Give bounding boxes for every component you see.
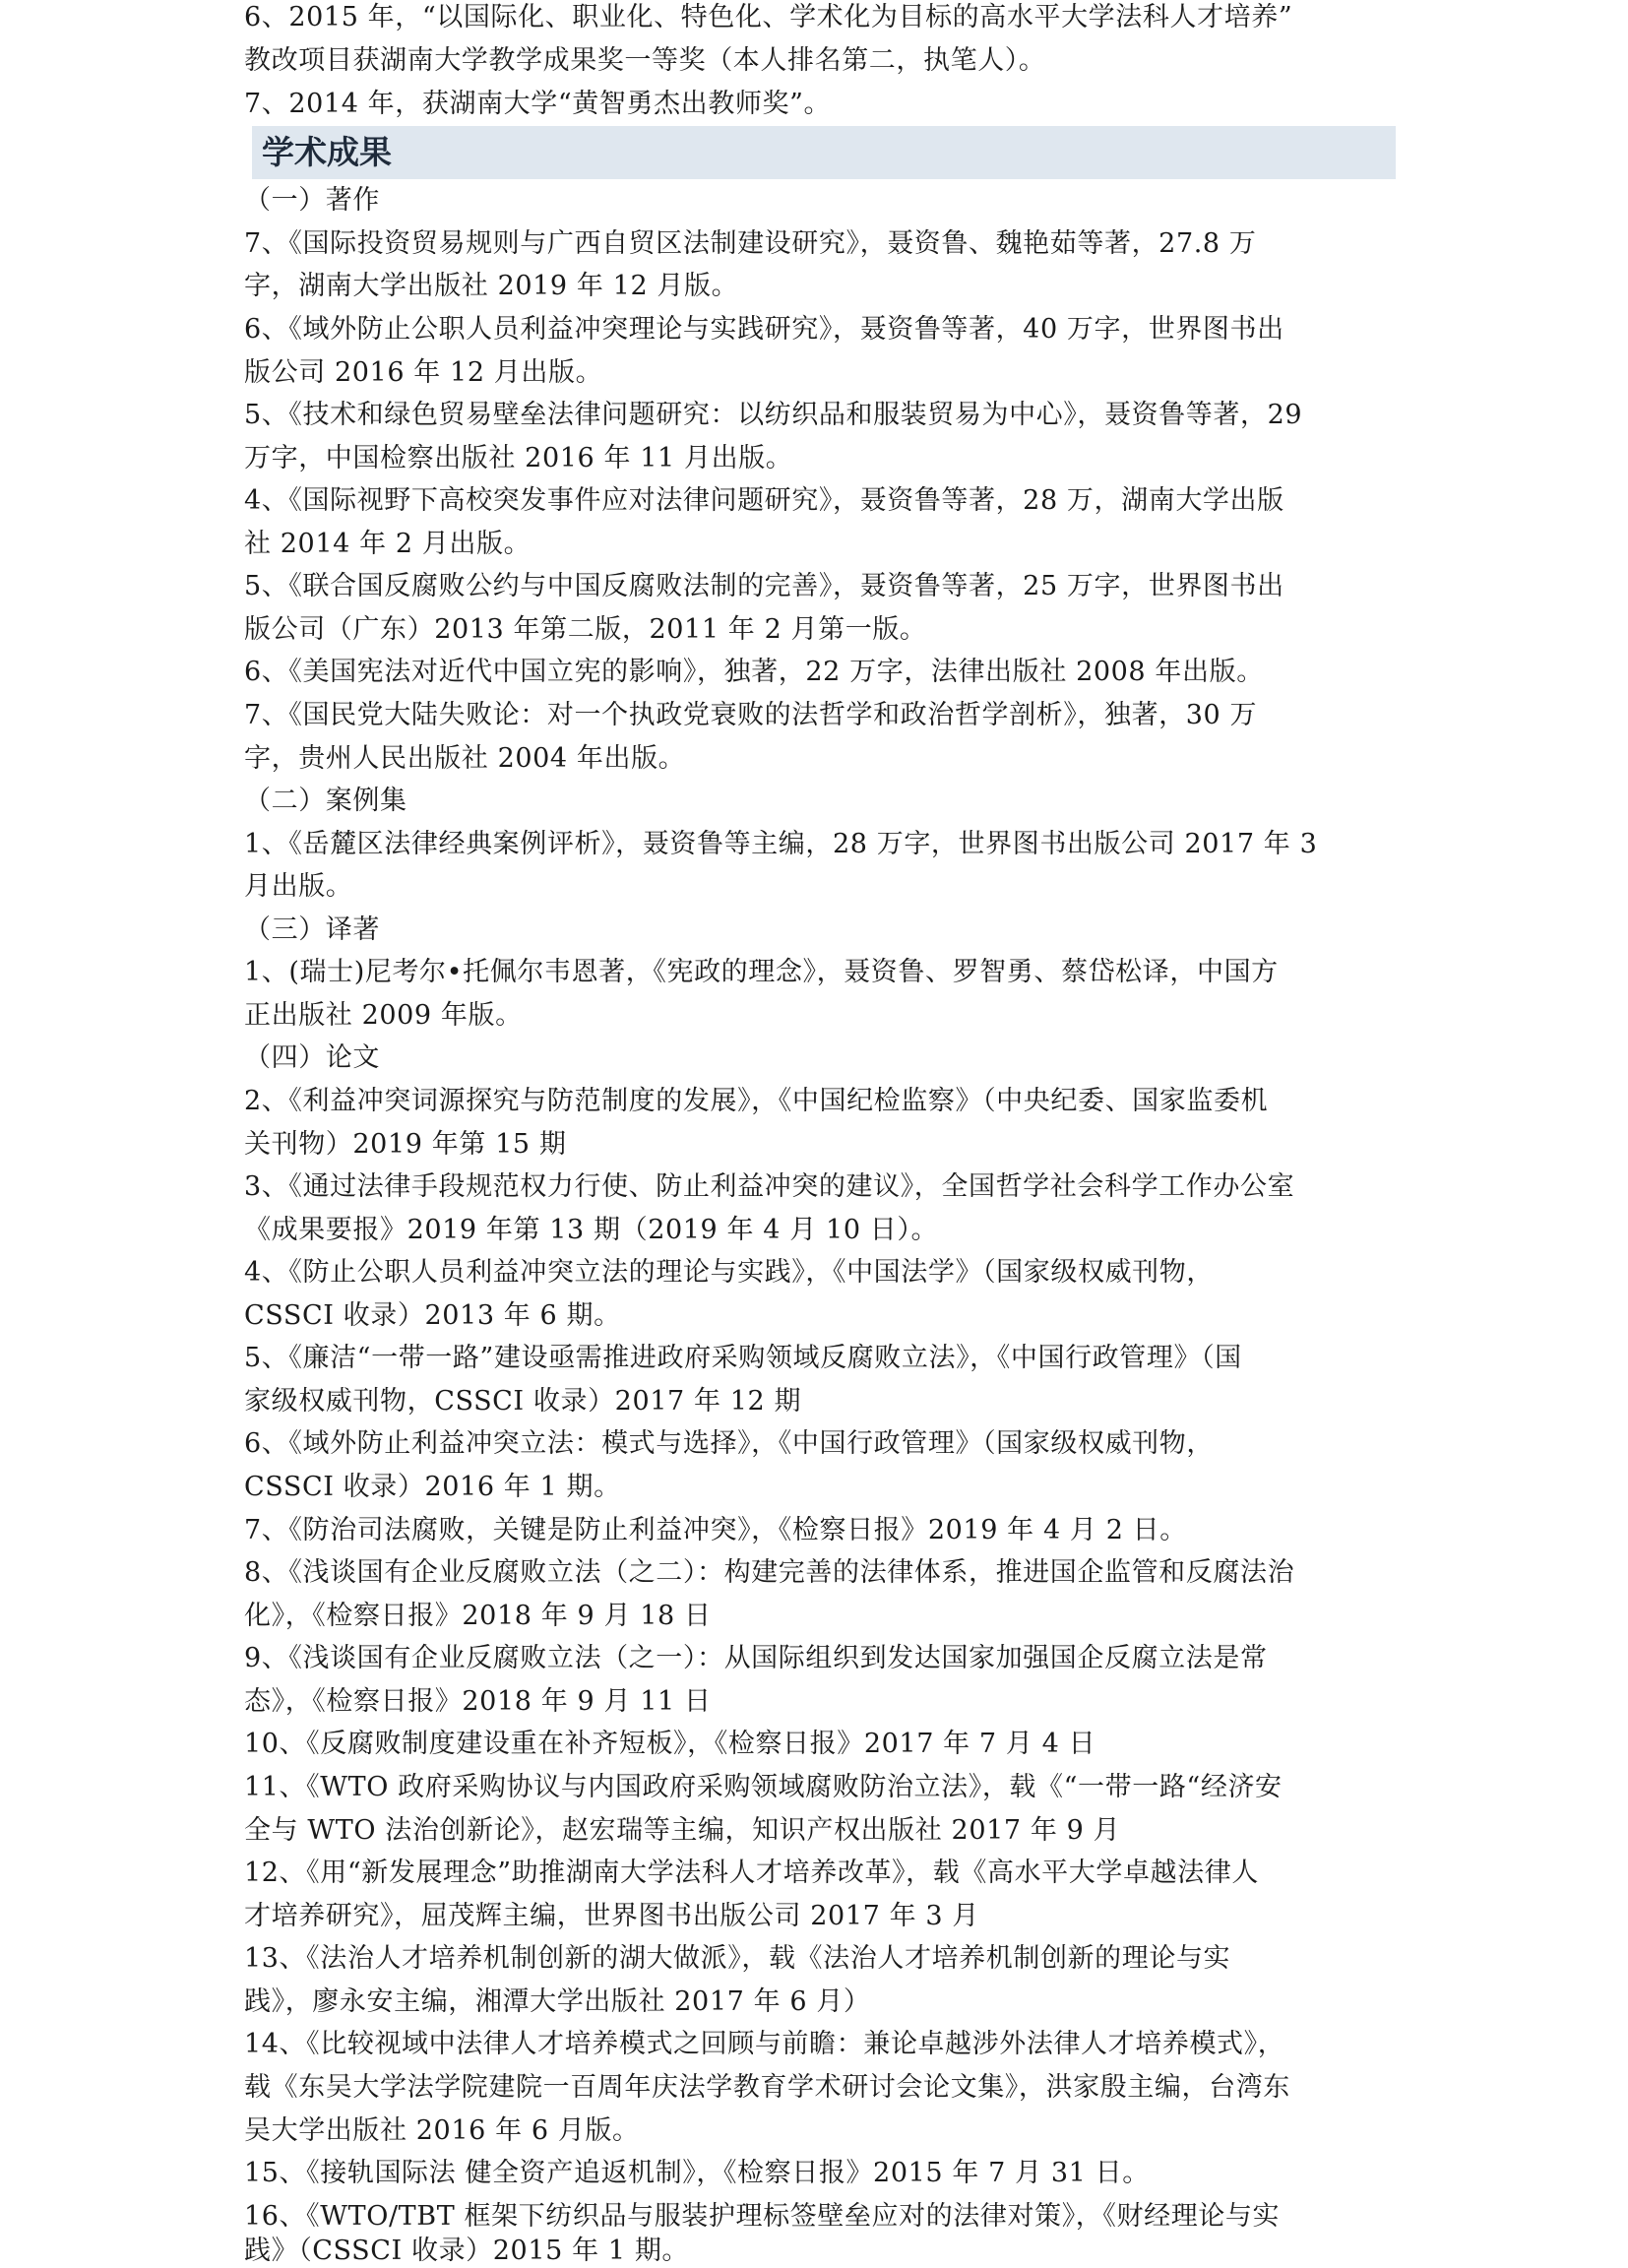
body-line: 家级权威刊物，CSSCI 收录）2017 年 12 期: [244, 1386, 802, 1417]
body-line: 10、《反腐败制度建设重在补齐短板》，《检察日报》2017 年 7 月 4 日: [244, 1729, 1096, 1759]
body-line: 4、《国际视野下高校突发事件应对法律问题研究》，聂资鲁等著，28 万，湖南大学出版: [244, 485, 1284, 516]
subsection-heading-works: （一）著作: [244, 185, 380, 216]
body-line: 月出版。: [244, 871, 353, 902]
body-line: CSSCI 收录）2013 年 6 期。: [244, 1300, 621, 1331]
body-line: 9、《浅谈国有企业反腐败立法（之一）：从国际组织到发达国家加强国企反腐立法是常: [244, 1643, 1268, 1673]
body-line: 才培养研究》，屈茂辉主编，世界图书出版公司 2017 年 3 月: [244, 1901, 979, 1931]
body-line: 1、《岳麓区法律经典案例评析》，聂资鲁等主编，28 万字，世界图书出版公司 2017 年 3: [244, 829, 1318, 859]
body-line: 15、《接轨国际法 健全资产追返机制》，《检察日报》2015 年 7 月 31 日。: [244, 2158, 1150, 2188]
body-line: 版公司 2016 年 12 月出版。: [244, 357, 603, 388]
subsection-heading-papers: （四）论文: [244, 1042, 380, 1073]
body-line: 5、《技术和绿色贸易壁垒法律问题研究：以纺织品和服装贸易为中心》，聂资鲁等著，29: [244, 400, 1303, 430]
body-line: 16、《WTO/TBT 框架下纺织品与服装护理标签壁垒应对的法律对策》，《财经理论与实: [244, 2201, 1281, 2232]
body-line: 践》，廖永安主编，湘潭大学出版社 2017 年 6 月）: [244, 1986, 871, 2017]
body-line: 5、《联合国反腐败公约与中国反腐败法制的完善》，聂资鲁等著，25 万字，世界图书出: [244, 571, 1284, 601]
subsection-heading-translations: （三）译著: [244, 914, 380, 945]
body-line: 态》，《检察日报》2018 年 9 月 11 日: [244, 1686, 712, 1717]
body-line: 万字，中国检察出版社 2016 年 11 月出版。: [244, 443, 793, 473]
body-line: 11、《WTO 政府采购协议与内国政府采购领域腐败防治立法》，载《“一带一路“经济安: [244, 1772, 1283, 1802]
body-line: 7、《防治司法腐败，关键是防止利益冲突》，《检察日报》2019 年 4 月 2 日。: [244, 1515, 1187, 1545]
body-line: 正出版社 2009 年版。: [244, 1000, 523, 1031]
body-line: 6、《域外防止公职人员利益冲突理论与实践研究》，聂资鲁等著，40 万字，世界图书出: [244, 314, 1284, 345]
body-line: 12、《用“新发展理念”助推湖南大学法科人才培养改革》，载《高水平大学卓越法律人: [244, 1858, 1259, 1888]
body-line: 1、(瑞士)尼考尔•托佩尔韦恩著，《宪政的理念》，聂资鲁、罗智勇、蔡岱松译，中国方: [244, 957, 1279, 987]
body-line: 2、《利益冲突词源探究与防范制度的发展》，《中国纪检监察》（中央纪委、国家监委机: [244, 1086, 1269, 1116]
body-line: 5、《廉洁“一带一路”建设亟需推进政府采购领域反腐败立法》，《中国行政管理》（国: [244, 1343, 1242, 1373]
body-line: 6、《美国宪法对近代中国立宪的影响》，独著，22 万字，法律出版社 2008 年出版。: [244, 657, 1264, 687]
body-line: CSSCI 收录）2016 年 1 期。: [244, 1472, 621, 1502]
section-title: 学术成果: [262, 133, 392, 171]
body-line: 社 2014 年 2 月出版。: [244, 529, 532, 559]
body-line: 3、《通过法律手段规范权力行使、防止利益冲突的建议》，全国哲学社会科学工作办公室: [244, 1171, 1295, 1202]
award-line-3: 7、2014 年，获湖南大学“黄智勇杰出教师奖”。: [244, 89, 832, 119]
award-line-2: 教改项目获湖南大学教学成果奖一等奖（本人排名第二，执笔人）。: [244, 45, 1046, 76]
body-line: 全与 WTO 法治创新论》，赵宏瑞等主编，知识产权出版社 2017 年 9 月: [244, 1815, 1121, 1846]
body-line: 7、《国民党大陆失败论：对一个执政党衰败的法哲学和政治哲学剖析》，独著，30 万: [244, 700, 1258, 730]
body-line: 7、《国际投资贸易规则与广西自贸区法制建设研究》，聂资鲁、魏艳茹等著，27.8 万: [244, 228, 1257, 259]
body-line: 14、《比较视域中法律人才培养模式之回顾与前瞻：兼论卓越涉外法律人才培养模式》，: [244, 2029, 1285, 2059]
body-line: 践》（CSSCI 收录）2015 年 1 期。: [244, 2236, 690, 2266]
subsection-heading-cases: （二）案例集: [244, 786, 407, 816]
body-line: 《成果要报》2019 年第 13 期（2019 年 4 月 10 日）。: [244, 1215, 939, 1245]
body-line: 13、《法治人才培养机制创新的湖大做派》，载《法治人才培养机制创新的理论与实: [244, 1943, 1231, 1974]
body-line: 4、《防止公职人员利益冲突立法的理论与实践》，《中国法学》（国家级权威刊物，: [244, 1257, 1214, 1288]
body-line: 关刊物）2019 年第 15 期: [244, 1129, 567, 1160]
body-line: 载《东吴大学法学院建院一百周年庆法学教育学术研讨会论文集》，洪家殷主编，台湾东: [244, 2072, 1290, 2103]
body-line: 字，贵州人民出版社 2004 年出版。: [244, 743, 686, 774]
award-line-1: 6、2015 年，“以国际化、职业化、特色化、学术化为目标的高水平大学法科人才培养”: [244, 2, 1293, 32]
section-heading-bar: [252, 126, 1396, 179]
body-line: 版公司（广东）2013 年第二版，2011 年 2 月第一版。: [244, 614, 927, 645]
body-line: 8、《浅谈国有企业反腐败立法（之二）：构建完善的法律体系，推进国企监管和反腐法治: [244, 1557, 1295, 1588]
body-line: 字，湖南大学出版社 2019 年 12 月版。: [244, 271, 739, 301]
body-line: 6、《域外防止利益冲突立法：模式与选择》，《中国行政管理》（国家级权威刊物，: [244, 1428, 1214, 1459]
body-line: 化》，《检察日报》2018 年 9 月 18 日: [244, 1601, 712, 1631]
body-line: 吴大学出版社 2016 年 6 月版。: [244, 2115, 640, 2146]
